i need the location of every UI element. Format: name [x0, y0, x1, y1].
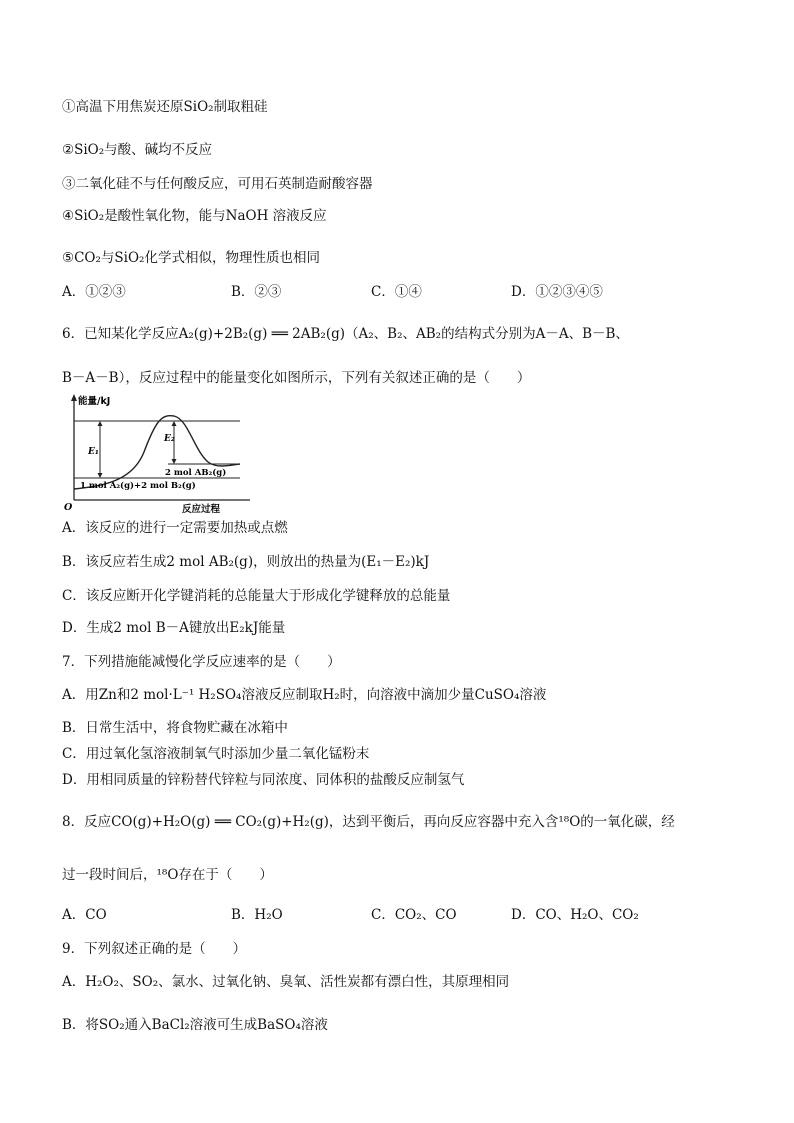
- q5-option-a: A．①②③: [62, 284, 126, 300]
- q7-option-b: B．日常生活中，将食物贮藏在冰箱中: [62, 720, 288, 736]
- q5-option-c: C．①④: [371, 284, 422, 300]
- statement-5: ⑤CO₂与SiO₂化学式相似，物理性质也相同: [62, 250, 320, 266]
- e1-label: E₁: [88, 447, 99, 457]
- q5-option-d: D．①②③④⑤: [511, 284, 603, 300]
- origin-label: O: [64, 502, 73, 513]
- q8-option-c: C．CO₂、CO: [371, 907, 457, 923]
- q6-option-d: D．生成2 mol B－A键放出E₂kJ能量: [62, 620, 286, 636]
- product-label: 2 mol AB₂(g): [165, 468, 227, 478]
- x-axis-label: 反应过程: [182, 504, 221, 514]
- q7-stem: 7．下列措施能减慢化学反应速率的是（ ）: [62, 654, 341, 670]
- reactant-label: 1 mol A₂(g)+2 mol B₂(g): [80, 481, 196, 491]
- q8-option-b: B．H₂O: [231, 907, 283, 923]
- statement-4: ④SiO₂是酸性氧化物，能与NaOH 溶液反应: [62, 208, 327, 224]
- q5-option-b: B．②③: [231, 284, 282, 300]
- q8-option-a: A．CO: [62, 907, 107, 923]
- q8-option-d: D．CO、H₂O、CO₂: [511, 907, 639, 923]
- q9-option-a: A．H₂O₂、SO₂、氯水、过氧化钠、臭氧、活性炭都有漂白性，其原理相同: [62, 974, 510, 990]
- q8-stem-line-1: 8．反应CO(g)+H₂O(g) ══ CO₂(g)+H₂(g)，达到平衡后，再向反应容器中充入含¹⁸O的一氧化碳，经: [62, 814, 675, 830]
- e1-arrow-head-bottom: [98, 473, 103, 478]
- q6-stem-line-1: 6．已知某化学反应A₂(g)+2B₂(g) ══ 2AB₂(g)（A₂、B₂、AB₂的结构式分别为A－A、B－B、: [62, 326, 629, 342]
- q7-option-d: D．用相同质量的锌粉替代锌粒与同浓度、同体积的盐酸反应制氢气: [62, 772, 465, 788]
- energy-diagram: [62, 392, 252, 518]
- q8-stem-line-2: 过一段时间后，¹⁸O存在于（ ）: [62, 867, 273, 883]
- statement-3: ③二氧化硅不与任何酸反应，可用石英制造耐酸容器: [62, 176, 373, 192]
- y-axis-label: 能量/kJ: [78, 396, 111, 407]
- q7-option-a: A．用Zn和2 mol·L⁻¹ H₂SO₄溶液反应制取H₂时，向溶液中滴加少量CuSO₄溶液: [62, 687, 547, 703]
- e2-arrow-head-top: [172, 421, 177, 426]
- q7-option-c: C．用过氧化氢溶液制氧气时添加少量二氧化锰粉末: [62, 746, 370, 762]
- energy-diagram-svg: [62, 392, 252, 514]
- q6-stem-line-2: B－A－B），反应过程中的能量变化如图所示，下列有关叙述正确的是（ ）: [62, 370, 531, 386]
- e2-label: E₂: [164, 434, 175, 444]
- q9-option-b: B．将SO₂通入BaCl₂溶液可生成BaSO₄溶液: [62, 1017, 328, 1033]
- e1-arrow-head-top: [98, 421, 103, 426]
- q6-option-a: A．该反应的进行一定需要加热或点燃: [62, 520, 288, 536]
- statement-2: ②SiO₂与酸、碱均不反应: [62, 142, 213, 158]
- y-axis-arrow: [71, 394, 77, 401]
- e2-arrow-head-bottom: [172, 459, 177, 464]
- q6-option-b: B．该反应若生成2 mol AB₂(g)，则放出的热量为(E₁－E₂)kJ: [62, 554, 430, 570]
- q9-stem: 9．下列叙述正确的是（ ）: [62, 941, 247, 957]
- q6-option-c: C．该反应断开化学键消耗的总能量大于形成化学键释放的总能量: [62, 588, 451, 604]
- statement-1: ①高温下用焦炭还原SiO₂制取粗硅: [62, 99, 268, 115]
